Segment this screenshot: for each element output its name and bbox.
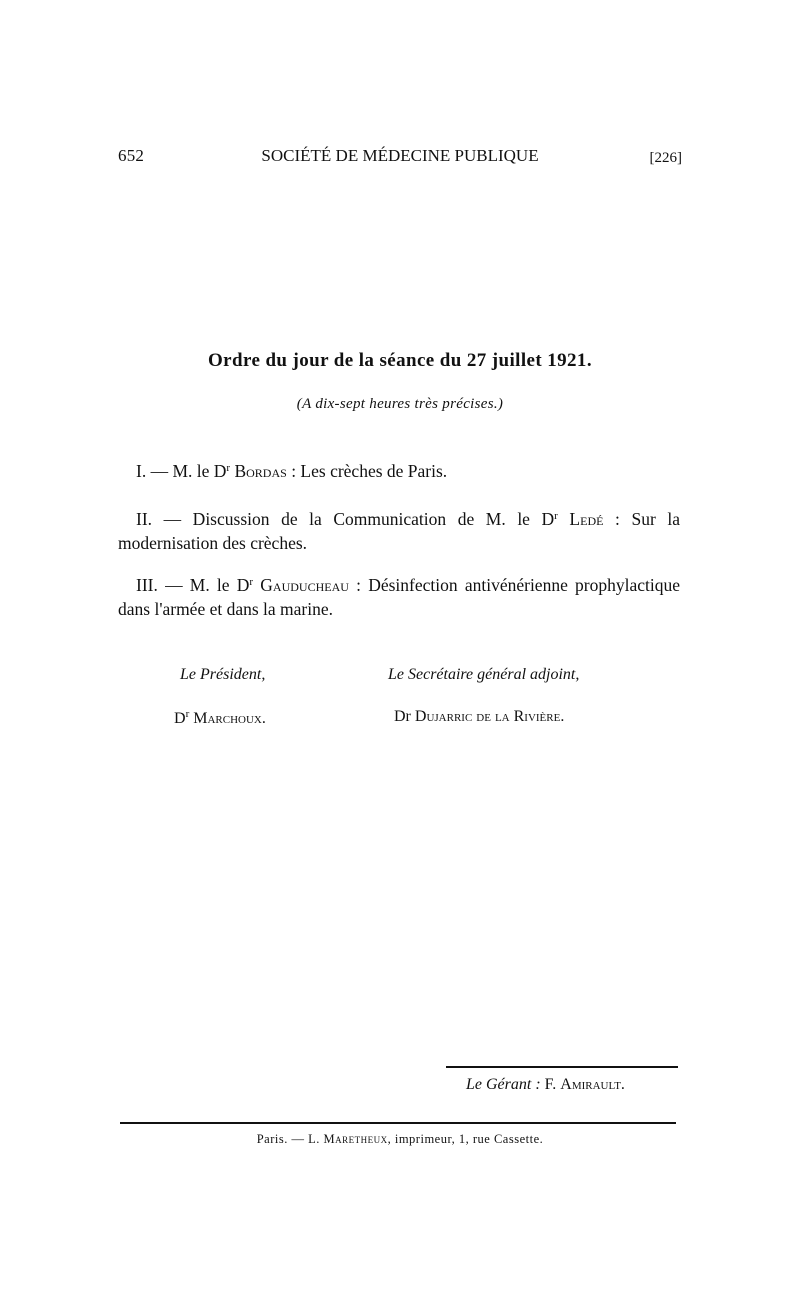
gerant-initial: F. xyxy=(544,1076,557,1093)
president-superscript: r xyxy=(185,708,190,720)
president-surname: Marchoux. xyxy=(193,710,266,727)
president-title: D xyxy=(174,710,186,727)
item-prefix: I. — M. le D xyxy=(136,461,227,481)
agenda-item-3 xyxy=(118,570,680,621)
item-text: : Sur la modernisation des crèches. xyxy=(118,509,680,553)
gerant-rule xyxy=(446,1066,678,1068)
imprint-prefix: Paris. — L. xyxy=(256,1132,320,1146)
bracket-page-number: [226] xyxy=(649,150,682,166)
item-text: : Désinfection antivénérienne prophylactique dans l'armée et dans la marine. xyxy=(118,575,681,619)
president-name xyxy=(174,708,266,728)
gerant-label: Le Gérant : xyxy=(466,1076,541,1093)
imprint-address: , imprimeur, 1, rue Cassette. xyxy=(387,1132,544,1146)
running-head: SOCIÉTÉ DE MÉDECINE PUBLIQUE xyxy=(261,146,539,165)
gerant-name: Amirault. xyxy=(560,1076,625,1093)
printer-name: Maretheux xyxy=(323,1132,388,1146)
president-role: Le Président, xyxy=(180,666,266,683)
item-speaker: Bordas xyxy=(234,461,287,481)
secretary-surname: Dujarric de la Rivière. xyxy=(414,708,565,725)
secretary-name xyxy=(394,708,564,726)
item-speaker: Gauducheau xyxy=(260,575,349,595)
agenda-title: Ordre du jour de la séance du 27 juillet 1921. xyxy=(208,350,592,371)
agenda-item-2 xyxy=(118,504,680,555)
item-superscript: r xyxy=(554,510,558,522)
item-superscript: r xyxy=(226,462,231,474)
agenda-subtitle: (A dix-sept heures très précises.) xyxy=(296,396,504,412)
secretary-role: Le Secrétaire général adjoint, xyxy=(388,666,580,683)
gerant-line xyxy=(466,1076,625,1094)
printer-imprint xyxy=(0,1132,800,1147)
item-speaker: Ledé xyxy=(569,509,604,529)
item-text: : Les crèches de Paris. xyxy=(286,461,448,481)
agenda-item-1 xyxy=(118,456,680,483)
item-superscript: r xyxy=(249,576,254,588)
item-prefix: II. — Discussion de la Communication de M. le D xyxy=(136,509,555,529)
page-number: 652 xyxy=(118,146,145,165)
imprint-rule xyxy=(120,1122,676,1124)
secretary-title: Dr xyxy=(394,708,411,725)
item-prefix: III. — M. le D xyxy=(136,575,250,595)
